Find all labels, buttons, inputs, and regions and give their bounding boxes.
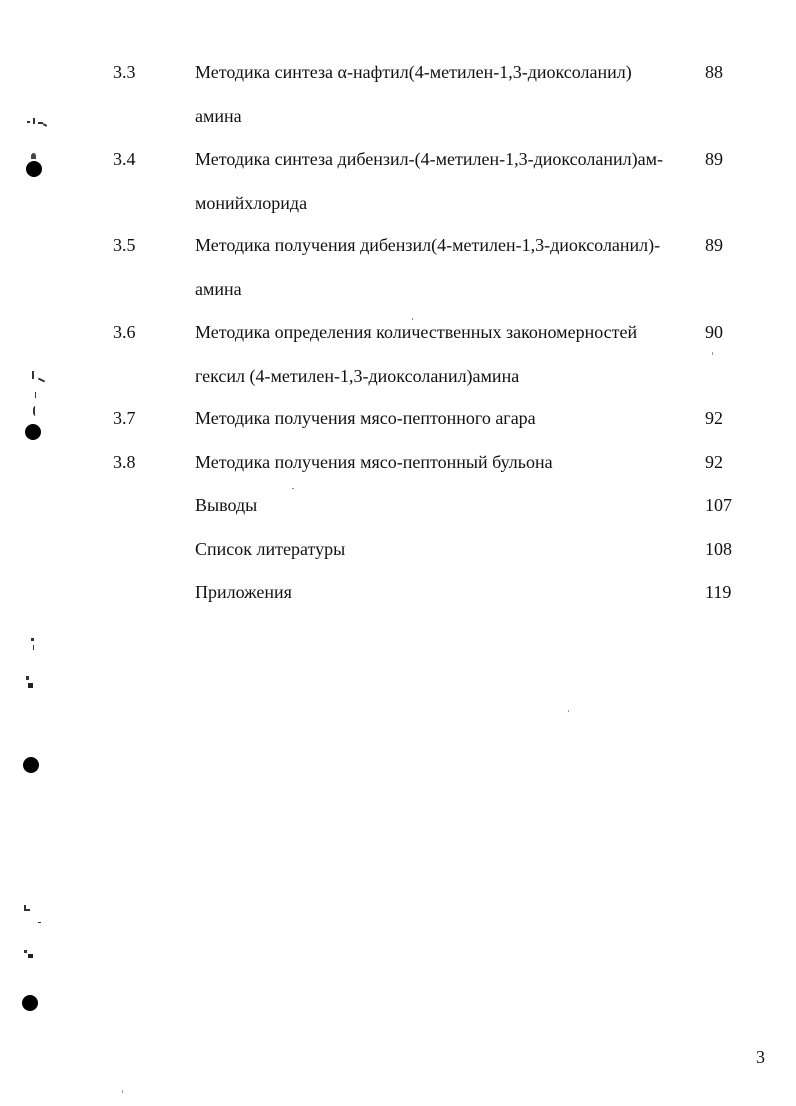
toc-entry-title: Методика получения мясо-пептонный бульона [195,452,553,472]
scan-speck [26,909,30,911]
scan-speck [33,118,35,124]
toc-entry-page: 89 [705,235,723,255]
scan-speck [43,123,47,127]
page-number: 3 [756,1047,765,1067]
toc-entry-title: Методика синтеза α-нафтил(4-метилен-1,3-диоксоланил) [195,62,632,82]
toc-entry-number: 3.8 [113,452,136,472]
toc-entry-number: 3.6 [113,322,136,342]
toc-entry-page: 90 [705,322,723,342]
scan-speck [292,488,294,489]
scan-speck [27,121,30,123]
toc-entry-title-continuation: амина [195,106,242,126]
scan-speck [28,954,33,958]
scan-speck [568,710,569,712]
toc-entry-page: 92 [705,452,723,472]
scan-speck [24,950,27,953]
toc-entry-title-continuation: амина [195,279,242,299]
scan-speck [26,676,29,680]
toc-conclusions-page: 107 [705,495,732,515]
scan-speck [32,371,34,379]
toc-entry-number: 3.5 [113,235,136,255]
toc-entry-title: Методика получения мясо-пептонного агара [195,408,536,428]
toc-conclusions-title: Выводы [195,495,258,515]
scan-speck [33,645,34,650]
toc-entry-number: 3.7 [113,408,136,428]
toc-references-page: 108 [705,539,732,559]
scan-speck [28,683,33,688]
toc-entry-title-continuation: гексил (4-метилен-1,3-диоксоланил)амина [195,366,520,386]
toc-entry-page: 88 [705,62,723,82]
binder-hole-icon [22,995,38,1011]
scan-speck [38,378,45,383]
toc-references-title: Список литературы [195,539,346,559]
scan-speck [31,153,36,159]
toc-entry-title: Методика определения количественных закономерностей [195,322,638,342]
scan-speck [412,318,413,320]
toc-entry-number: 3.3 [113,62,136,82]
scan-speck [122,1090,123,1093]
binder-hole-icon [25,424,41,440]
toc-entry-title: Методика синтеза дибензил-(4-метилен-1,3-диоксоланил)ам- [195,149,663,169]
scan-speck [712,352,713,355]
toc-entry-number: 3.4 [113,149,136,169]
toc-entry-page: 92 [705,408,723,428]
toc-entry-title: Методика получения дибензил(4-метилен-1,3-диоксоланил)- [195,235,661,255]
scan-speck [38,922,41,923]
scan-speck [33,406,39,416]
binder-hole-icon [26,161,42,177]
toc-entry-page: 89 [705,149,723,169]
toc-appendices-page: 119 [705,582,732,602]
scan-speck [35,392,36,398]
binder-hole-icon [23,757,39,773]
toc-entry-title-continuation: монийхлорида [195,193,308,213]
toc-appendices-title: Приложения [195,582,292,602]
scan-speck [31,638,34,641]
